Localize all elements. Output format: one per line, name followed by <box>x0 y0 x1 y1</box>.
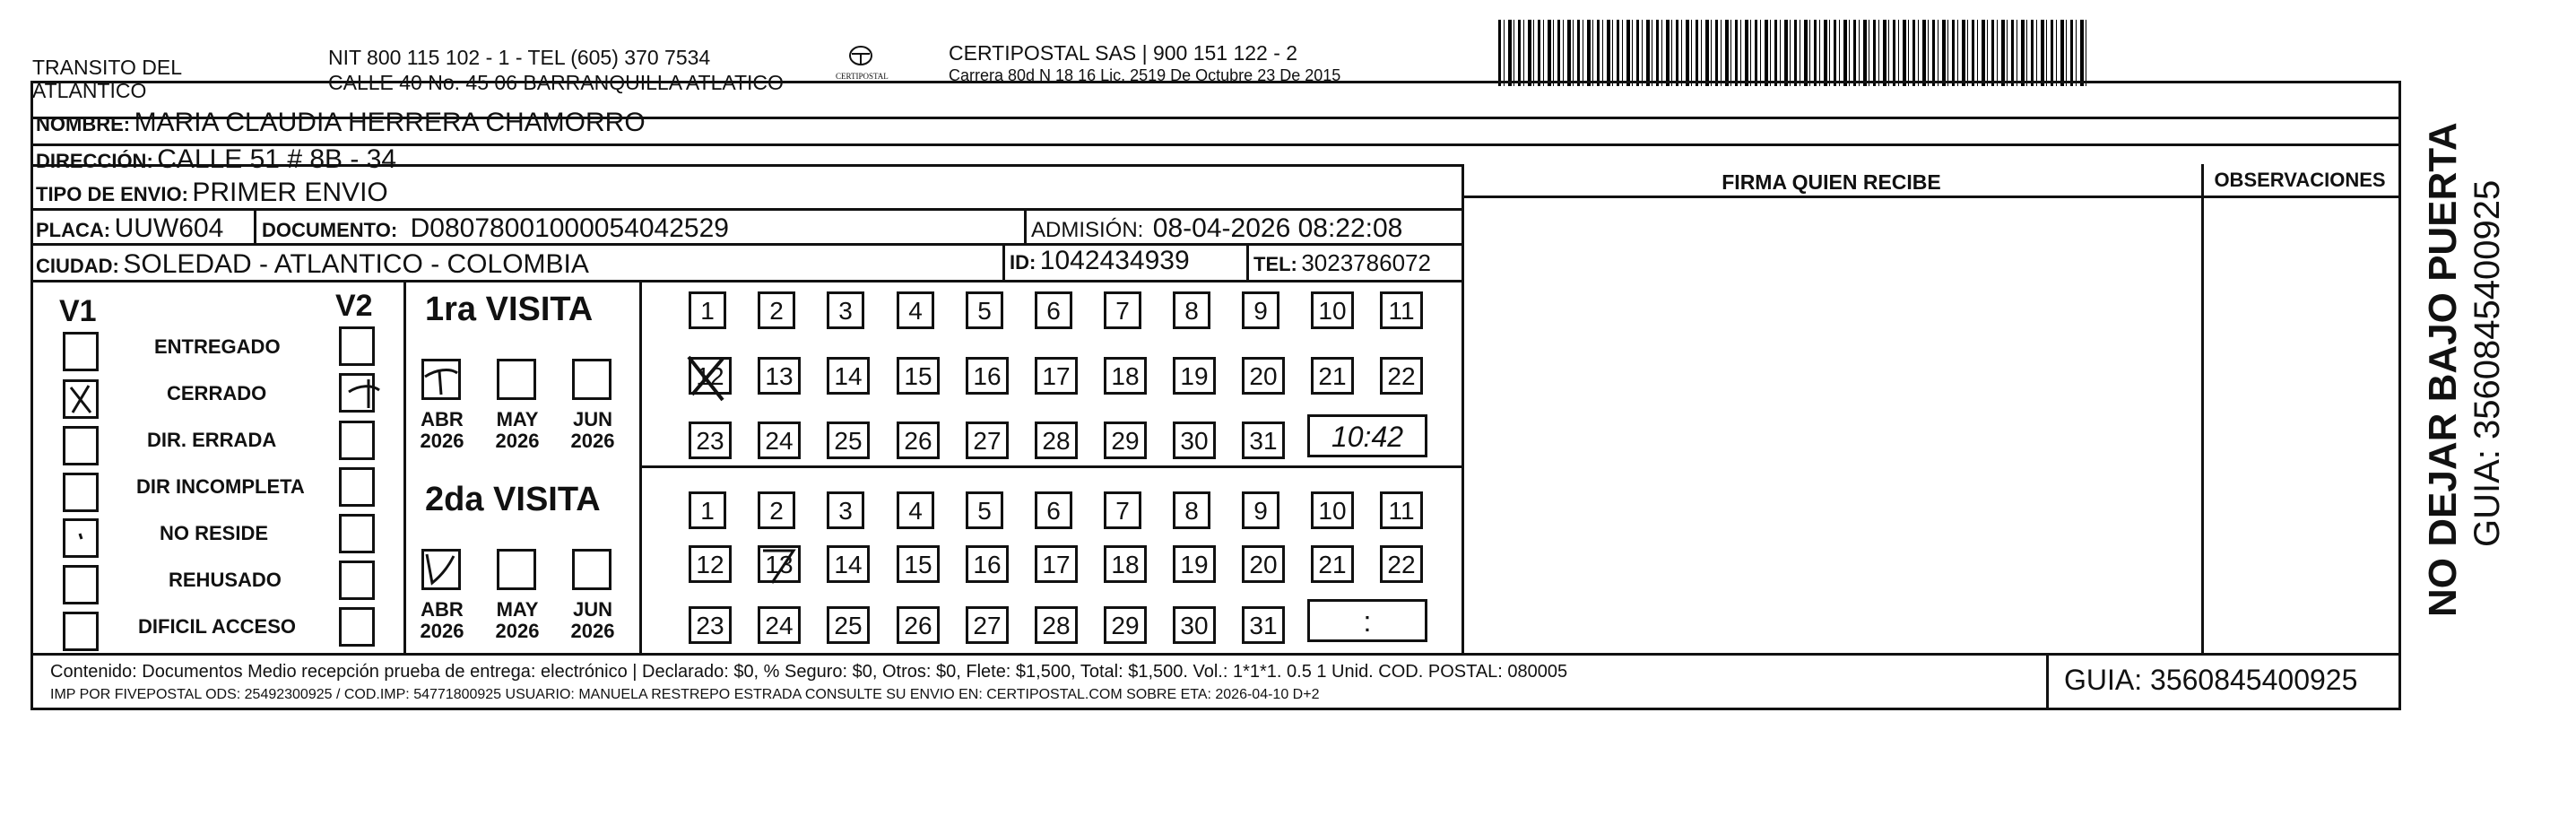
name-value: MARIA CLAUDIA HERRERA CHAMORRO <box>134 108 646 137</box>
month-name: ABR <box>421 598 464 621</box>
v1-entregado-checkbox[interactable] <box>63 332 99 371</box>
visit-2-day[interactable]: 11 <box>1380 491 1423 529</box>
v1-rehusado-checkbox[interactable] <box>63 565 99 604</box>
divider <box>1246 243 1249 280</box>
name-label: NOMBRE: <box>36 113 131 135</box>
visit-2-day[interactable]: 5 <box>966 491 1003 529</box>
handwritten-x-icon <box>65 382 96 416</box>
divider <box>1461 196 2399 198</box>
month-name: ABR <box>421 408 464 430</box>
type-label: TIPO DE ENVIO: <box>36 183 188 205</box>
plate-value: UUW604 <box>114 213 224 243</box>
address-label: DIRECCIÓN: <box>36 150 153 172</box>
visit-1-day[interactable]: 25 <box>827 422 870 459</box>
org-line-2: ATLANTICO <box>32 79 147 102</box>
month-name: JUN <box>572 598 612 621</box>
side-guide-number: GUIA: 3560845400925 <box>2468 179 2507 547</box>
visit-2-time[interactable]: : <box>1307 599 1427 642</box>
visit-2-month-abr-box[interactable] <box>421 549 461 590</box>
option-dir-incompleta: DIR INCOMPLETA <box>136 475 305 498</box>
visit-2-day[interactable]: 30 <box>1173 606 1216 644</box>
visit-2-day[interactable]: 24 <box>758 606 801 644</box>
issuer-address: CALLE 40 No. 45 06 BARRANQUILLA ATLATICO <box>328 71 784 94</box>
print-line: IMP POR FIVEPOSTAL ODS: 25492300925 / COD.IMP: 54771800925 USUARIO: MANUELA RESTREPO ESTRADA CONSULTE SU ENVIO EN: CERTIPOSTAL.COM SOBRE ETA: 2026-04-10 D+2 <box>50 687 1320 702</box>
visit-1-day[interactable]: 28 <box>1035 422 1078 459</box>
visit-2-day[interactable]: 7 <box>1104 491 1141 529</box>
divider <box>254 208 256 243</box>
city-row <box>36 249 589 280</box>
visit-1-day[interactable]: 22 <box>1380 357 1423 395</box>
document-label: DOCUMENTO: <box>262 219 398 241</box>
visit-2-day[interactable]: 27 <box>966 606 1009 644</box>
visit-1-day[interactable]: 14 <box>827 357 870 395</box>
visit-1-day[interactable]: 4 <box>897 291 934 329</box>
v2-label: V2 <box>335 289 373 323</box>
observations-header: OBSERVACIONES <box>2214 169 2386 191</box>
v2-no-reside-checkbox[interactable] <box>339 514 375 553</box>
address-value: CALLE 51 # 8B - 34 <box>157 144 397 174</box>
divider <box>639 465 1461 468</box>
v2-dificil-acceso-checkbox[interactable] <box>339 607 375 647</box>
visit-1-day[interactable]: 18 <box>1104 357 1147 395</box>
logo-lettering: CERTIPOSTAL <box>836 72 889 81</box>
license-line: Carrera 80d N 18 16 Lic. 2519 De Octubre 23 De 2015 <box>949 66 1341 84</box>
divider <box>403 280 406 653</box>
barcode <box>1498 20 2090 86</box>
visit-2-day[interactable]: 15 <box>897 545 940 583</box>
visit-1-day[interactable]: 8 <box>1173 291 1210 329</box>
visit-2-day[interactable]: 25 <box>827 606 870 644</box>
city-value: SOLEDAD - ATLANTICO - COLOMBIA <box>123 249 589 279</box>
visit-1-day[interactable]: 9 <box>1242 291 1279 329</box>
visit-1-day-marked[interactable]: 12 <box>689 357 732 395</box>
month-year: 2026 <box>420 620 464 642</box>
visit-2-day[interactable]: 6 <box>1035 491 1072 529</box>
certipostal-logo <box>834 41 888 86</box>
handwritten-dot-icon <box>65 521 96 555</box>
visit-2-day-marked[interactable]: 13 <box>758 545 801 583</box>
month-year: 2026 <box>495 430 540 452</box>
visit-1-day[interactable]: 13 <box>758 357 801 395</box>
visit-2-day[interactable]: 8 <box>1173 491 1210 529</box>
month-year: 2026 <box>570 620 615 642</box>
visit-2-day[interactable]: 12 <box>689 545 732 583</box>
visit-2-day[interactable]: 21 <box>1311 545 1354 583</box>
visit-1-day[interactable]: 3 <box>827 291 864 329</box>
visit-1-day[interactable]: 2 <box>758 291 795 329</box>
visit-2-month-abr <box>411 599 473 642</box>
footer-guide-number: GUIA: 3560845400925 <box>2064 664 2358 696</box>
v2-dir-errada-checkbox[interactable] <box>339 421 375 460</box>
contents-line: Contenido: Documentos Medio recepción prueba de entrega: electrónico | Declarado: $0, % Seguro: $0, Otros: $0, Flete: $1,500, Total: $1,500. Vol.: 1*1*1. 0.5 1 Unid. COD. POSTAL: 080005 <box>50 662 1568 682</box>
visit-2-day[interactable]: 23 <box>689 606 732 644</box>
document-value: D08078001000054042529 <box>410 213 729 243</box>
address-row <box>36 144 396 175</box>
admission-label: ADMISIÓN: <box>1031 218 1144 242</box>
visit-1-day[interactable]: 7 <box>1104 291 1141 329</box>
v1-dir-incompleta-checkbox[interactable] <box>63 473 99 512</box>
v2-entregado-checkbox[interactable] <box>339 326 375 366</box>
v1-cerrado-checkbox[interactable] <box>63 379 99 419</box>
type-row <box>36 178 388 208</box>
visit-2-day[interactable]: 18 <box>1104 545 1147 583</box>
v2-rehusado-checkbox[interactable] <box>339 561 375 600</box>
id-row <box>1010 246 1190 276</box>
visit-1-month-may-box[interactable] <box>497 359 536 400</box>
visit-1-day[interactable]: 10 <box>1311 291 1354 329</box>
visit-2-day[interactable]: 10 <box>1311 491 1354 529</box>
admission-value: 08-04-2026 08:22:08 <box>1152 213 1403 243</box>
visit-1-day[interactable]: 1 <box>689 291 726 329</box>
visit-2-day[interactable]: 17 <box>1035 545 1078 583</box>
observations-area[interactable] <box>2205 199 2397 651</box>
visit-2-day[interactable]: 4 <box>897 491 934 529</box>
visit-2-day[interactable]: 31 <box>1242 606 1285 644</box>
visit-1-day[interactable]: 17 <box>1035 357 1078 395</box>
v1-dificil-acceso-checkbox[interactable] <box>63 612 99 651</box>
visit-1-day[interactable]: 31 <box>1242 422 1285 459</box>
divider <box>2201 164 2204 653</box>
visit-1-day[interactable]: 27 <box>966 422 1009 459</box>
visit-1-month-jun <box>561 409 624 452</box>
visit-2-title: 2da VISITA <box>425 481 601 518</box>
visit-2-day[interactable]: 22 <box>1380 545 1423 583</box>
tel-row <box>1253 249 1431 277</box>
visit-2-day[interactable]: 20 <box>1242 545 1285 583</box>
visit-1-time[interactable]: 10:42 <box>1307 414 1427 457</box>
handwritten-mark-icon <box>342 376 386 412</box>
handwritten-check-icon <box>421 549 461 590</box>
visit-2-day[interactable]: 26 <box>897 606 940 644</box>
admission-row <box>1031 213 1402 244</box>
divider <box>639 280 642 653</box>
visit-2-day[interactable]: 2 <box>758 491 795 529</box>
visit-1-day[interactable]: 15 <box>897 357 940 395</box>
visit-1-day[interactable]: 19 <box>1173 357 1216 395</box>
signature-area[interactable] <box>1465 199 2199 651</box>
visit-2-month-may-box[interactable] <box>497 549 536 590</box>
v2-cerrado-checkbox[interactable] <box>339 373 375 413</box>
month-name: MAY <box>496 408 539 430</box>
visit-2-month-jun <box>561 599 624 642</box>
option-rehusado: REHUSADO <box>169 569 282 591</box>
visit-2-day[interactable]: 9 <box>1242 491 1279 529</box>
divider <box>30 280 1461 282</box>
visit-1-day[interactable]: 11 <box>1380 291 1423 329</box>
handwritten-check-icon <box>421 359 461 400</box>
visit-1-month-jun-box[interactable] <box>572 359 611 400</box>
month-year: 2026 <box>420 430 464 452</box>
visit-2-day[interactable]: 1 <box>689 491 726 529</box>
visit-1-day[interactable]: 26 <box>897 422 940 459</box>
divider <box>1461 164 1464 653</box>
city-label: CIUDAD: <box>36 255 119 277</box>
company-line: CERTIPOSTAL SAS | 900 151 122 - 2 <box>949 41 1298 65</box>
tel-label: TEL: <box>1253 253 1297 275</box>
month-year: 2026 <box>495 620 540 642</box>
divider <box>1024 208 1027 243</box>
tel-value: 3023786072 <box>1301 249 1431 276</box>
visit-1-day[interactable]: 20 <box>1242 357 1285 395</box>
type-value: PRIMER ENVIO <box>192 178 388 207</box>
issuer-nit: NIT 800 115 102 - 1 - TEL (605) 370 7534 <box>328 46 711 69</box>
visit-1-day[interactable]: 6 <box>1035 291 1072 329</box>
v1-no-reside-checkbox[interactable] <box>63 518 99 558</box>
month-year: 2026 <box>570 430 615 452</box>
plate-label: PLACA: <box>36 219 111 241</box>
visit-1-month-may <box>486 409 549 452</box>
month-name: MAY <box>496 598 539 621</box>
side-warning: NO DEJAR BAJO PUERTA <box>2421 122 2465 617</box>
visit-2-month-may <box>486 599 549 642</box>
handwritten-x-icon <box>681 350 744 413</box>
id-value: 1042434939 <box>1039 246 1190 275</box>
visit-1-title: 1ra VISITA <box>425 291 594 328</box>
visit-2-day[interactable]: 16 <box>966 545 1009 583</box>
document-row <box>262 213 729 244</box>
visit-1-month-abr <box>411 409 473 452</box>
id-label: ID: <box>1010 251 1036 274</box>
visit-1-day[interactable]: 21 <box>1311 357 1354 395</box>
divider <box>30 208 1461 211</box>
visit-1-day[interactable]: 29 <box>1104 422 1147 459</box>
visit-1-day[interactable]: 23 <box>689 422 732 459</box>
visit-2-day[interactable]: 3 <box>827 491 864 529</box>
option-entregado: ENTREGADO <box>154 335 281 358</box>
visit-1-day[interactable]: 24 <box>758 422 801 459</box>
visit-1-day[interactable]: 5 <box>966 291 1003 329</box>
visit-1-day[interactable]: 16 <box>966 357 1009 395</box>
visit-2-day[interactable]: 28 <box>1035 606 1078 644</box>
v2-dir-incompleta-checkbox[interactable] <box>339 467 375 507</box>
option-no-reside: NO RESIDE <box>160 522 269 544</box>
visit-1-month-abr-box[interactable] <box>421 359 461 400</box>
visit-2-day[interactable]: 19 <box>1173 545 1216 583</box>
divider <box>2046 653 2049 710</box>
visit-2-day[interactable]: 14 <box>827 545 870 583</box>
signature-header: FIRMA QUIEN RECIBE <box>1722 170 1941 194</box>
plate-row <box>36 213 223 244</box>
divider <box>2398 164 2401 653</box>
v1-label: V1 <box>59 294 97 328</box>
name-row <box>36 108 646 138</box>
divider <box>1002 243 1005 280</box>
handwritten-slash-icon <box>758 542 804 588</box>
v1-dir-errada-checkbox[interactable] <box>63 426 99 465</box>
option-dir-errada: DIR. ERRADA <box>147 429 277 451</box>
visit-2-day[interactable]: 29 <box>1104 606 1147 644</box>
visit-2-month-jun-box[interactable] <box>572 549 611 590</box>
month-name: JUN <box>572 408 612 430</box>
org-line-1: TRANSITO DEL <box>32 56 182 79</box>
option-dificil-acceso: DIFICIL ACCESO <box>138 615 297 638</box>
option-cerrado: CERRADO <box>167 382 267 404</box>
visit-1-day[interactable]: 30 <box>1173 422 1216 459</box>
